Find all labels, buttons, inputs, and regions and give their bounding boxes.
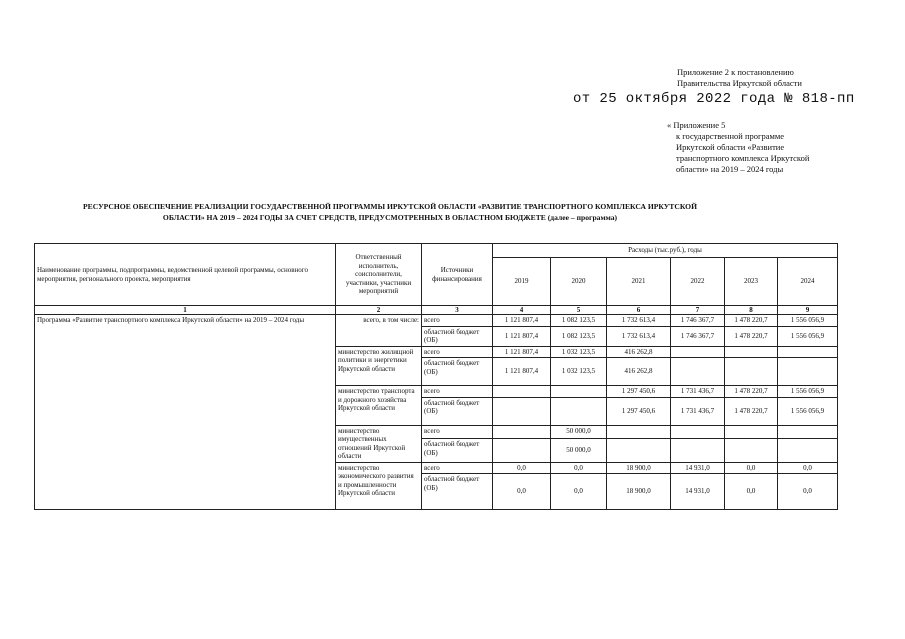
value-cell: 1 121 807,4: [493, 358, 551, 386]
value-cell: 50 000,0: [551, 425, 607, 439]
col-number: 1: [35, 306, 336, 315]
value-cell: [493, 386, 551, 398]
executor-cell: министерство транспорта и дорожного хозяйства Иркутской области: [336, 386, 422, 426]
value-cell: 1 478 220,7: [725, 326, 778, 346]
source-cell: областной бюджет (ОБ): [422, 439, 493, 463]
header-line-2: Правительства Иркутской области: [677, 78, 802, 88]
year-cell: 2020: [551, 258, 607, 306]
resolution-header: [677, 67, 897, 89]
source-cell: областной бюджет (ОБ): [422, 397, 493, 425]
executor-cell: министерство жилищной политики и энергетики Иркутской области: [336, 346, 422, 386]
value-cell: 14 931,0: [671, 474, 725, 510]
source-cell: областной бюджет (ОБ): [422, 358, 493, 386]
source-cell: областной бюджет (ОБ): [422, 474, 493, 510]
value-cell: [671, 346, 725, 358]
value-cell: 1 556 056,9: [778, 326, 838, 346]
value-cell: [725, 358, 778, 386]
value-cell: 0,0: [725, 474, 778, 510]
source-cell: всего: [422, 462, 493, 474]
annex-reference: [667, 120, 867, 175]
col-number: 7: [671, 306, 725, 315]
value-cell: 1 082 123,5: [551, 326, 607, 346]
col-header-executor: Ответственный исполнитель, соисполнители, участники, участники мероприятий: [336, 244, 422, 306]
value-cell: 1 556 056,9: [778, 315, 838, 327]
value-cell: 1 746 367,7: [671, 326, 725, 346]
value-cell: 50 000,0: [551, 439, 607, 463]
value-cell: 416 262,8: [607, 346, 671, 358]
value-cell: 18 900,0: [607, 462, 671, 474]
value-cell: [551, 386, 607, 398]
date-stamp: от 25 октября 2022 года № 818-пп: [573, 91, 855, 107]
value-cell: 1 478 220,7: [725, 386, 778, 398]
value-cell: 1 121 807,4: [493, 346, 551, 358]
col-number: 8: [725, 306, 778, 315]
value-cell: 1 732 613,4: [607, 326, 671, 346]
value-cell: [493, 439, 551, 463]
value-cell: [778, 439, 838, 463]
col-number: 6: [607, 306, 671, 315]
col-number: 3: [422, 306, 493, 315]
value-cell: [671, 358, 725, 386]
value-cell: 1 556 056,9: [778, 397, 838, 425]
program-name: Программа «Развитие транспортного комплекса Иркутской области» на 2019 – 2024 годы: [35, 315, 336, 510]
value-cell: 1 478 220,7: [725, 397, 778, 425]
value-cell: [551, 397, 607, 425]
value-cell: 14 931,0: [671, 462, 725, 474]
year-cell: 2021: [607, 258, 671, 306]
value-cell: 0,0: [725, 462, 778, 474]
value-cell: 1 121 807,4: [493, 315, 551, 327]
value-cell: [725, 439, 778, 463]
value-cell: 18 900,0: [607, 474, 671, 510]
source-cell: областной бюджет (ОБ): [422, 326, 493, 346]
value-cell: 1 297 450,6: [607, 386, 671, 398]
year-cell: 2023: [725, 258, 778, 306]
value-cell: 1 121 807,4: [493, 326, 551, 346]
value-cell: 1 032 123,5: [551, 358, 607, 386]
title-line-1: РЕСУРСНОЕ ОБЕСПЕЧЕНИЕ РЕАЛИЗАЦИИ ГОСУДАРСТВЕННОЙ ПРОГРАММЫ ИРКУТСКОЙ ОБЛАСТИ «РАЗВИТИЕ ТРАНСПОРТНОГО КОМПЛЕКСА ИРКУТСКОЙ: [83, 202, 697, 211]
title-line-2: ОБЛАСТИ» НА 2019 – 2024 ГОДЫ ЗА СЧЕТ СРЕДСТВ, ПРЕДУСМОТРЕННЫХ В ОБЛАСТНОМ БЮДЖЕТЕ (далее – программа): [162, 213, 618, 222]
value-cell: 1 746 367,7: [671, 315, 725, 327]
value-cell: [725, 425, 778, 439]
value-cell: 1 731 436,7: [671, 397, 725, 425]
value-cell: 1 556 056,9: [778, 386, 838, 398]
value-cell: [725, 346, 778, 358]
year-cell: 2019: [493, 258, 551, 306]
value-cell: 0,0: [551, 474, 607, 510]
value-cell: 0,0: [778, 462, 838, 474]
value-cell: [607, 425, 671, 439]
col-number: 4: [493, 306, 551, 315]
value-cell: [493, 397, 551, 425]
source-cell: всего: [422, 425, 493, 439]
annex-line-1: « Приложение 5: [667, 120, 726, 130]
value-cell: 0,0: [551, 462, 607, 474]
value-cell: 0,0: [493, 474, 551, 510]
col-header-source: Источники финансирования: [422, 244, 493, 306]
annex-line-5: области» на 2019 – 2024 годы: [676, 164, 784, 174]
col-header-name: Наименование программы, подпрограммы, ведомственной целевой программы, основного мероприятия, регионального проекта, мероприятия: [35, 244, 336, 306]
executor-cell: министерство экономического развития и промышленности Иркутской области: [336, 462, 422, 510]
value-cell: 1 731 436,7: [671, 386, 725, 398]
value-cell: 1 732 613,4: [607, 315, 671, 327]
value-cell: [493, 425, 551, 439]
value-cell: 0,0: [493, 462, 551, 474]
value-cell: [778, 358, 838, 386]
value-cell: [778, 425, 838, 439]
value-cell: 416 262,8: [607, 358, 671, 386]
executor-cell: министерство имущественных отношений Иркутской области: [336, 425, 422, 462]
source-cell: всего: [422, 346, 493, 358]
value-cell: 1 082 123,5: [551, 315, 607, 327]
value-cell: [778, 346, 838, 358]
column-numbers-row: [35, 306, 838, 315]
value-cell: 1 478 220,7: [725, 315, 778, 327]
annex-line-2: к государственной программе: [676, 131, 785, 141]
source-cell: всего: [422, 386, 493, 398]
value-cell: 0,0: [778, 474, 838, 510]
col-number: 5: [551, 306, 607, 315]
value-cell: [671, 425, 725, 439]
value-cell: 1 032 123,5: [551, 346, 607, 358]
resource-table: [34, 243, 838, 510]
annex-line-4: транспортного комплекса Иркутской: [676, 153, 810, 163]
value-cell: [671, 439, 725, 463]
table-row: [35, 315, 838, 327]
year-cell: 2024: [778, 258, 838, 306]
col-header-expenses: Расходы (тыс.руб.), годы: [493, 244, 838, 258]
col-number: 9: [778, 306, 838, 315]
header-line-1: Приложение 2 к постановлению: [677, 67, 794, 77]
col-number: 2: [336, 306, 422, 315]
value-cell: [607, 439, 671, 463]
annex-line-3: Иркутской области «Развитие: [676, 142, 785, 152]
source-cell: всего: [422, 315, 493, 327]
executor-cell: всего, в том числе:: [336, 315, 422, 347]
value-cell: 1 297 450,6: [607, 397, 671, 425]
year-cell: 2022: [671, 258, 725, 306]
document-title: [40, 201, 740, 223]
